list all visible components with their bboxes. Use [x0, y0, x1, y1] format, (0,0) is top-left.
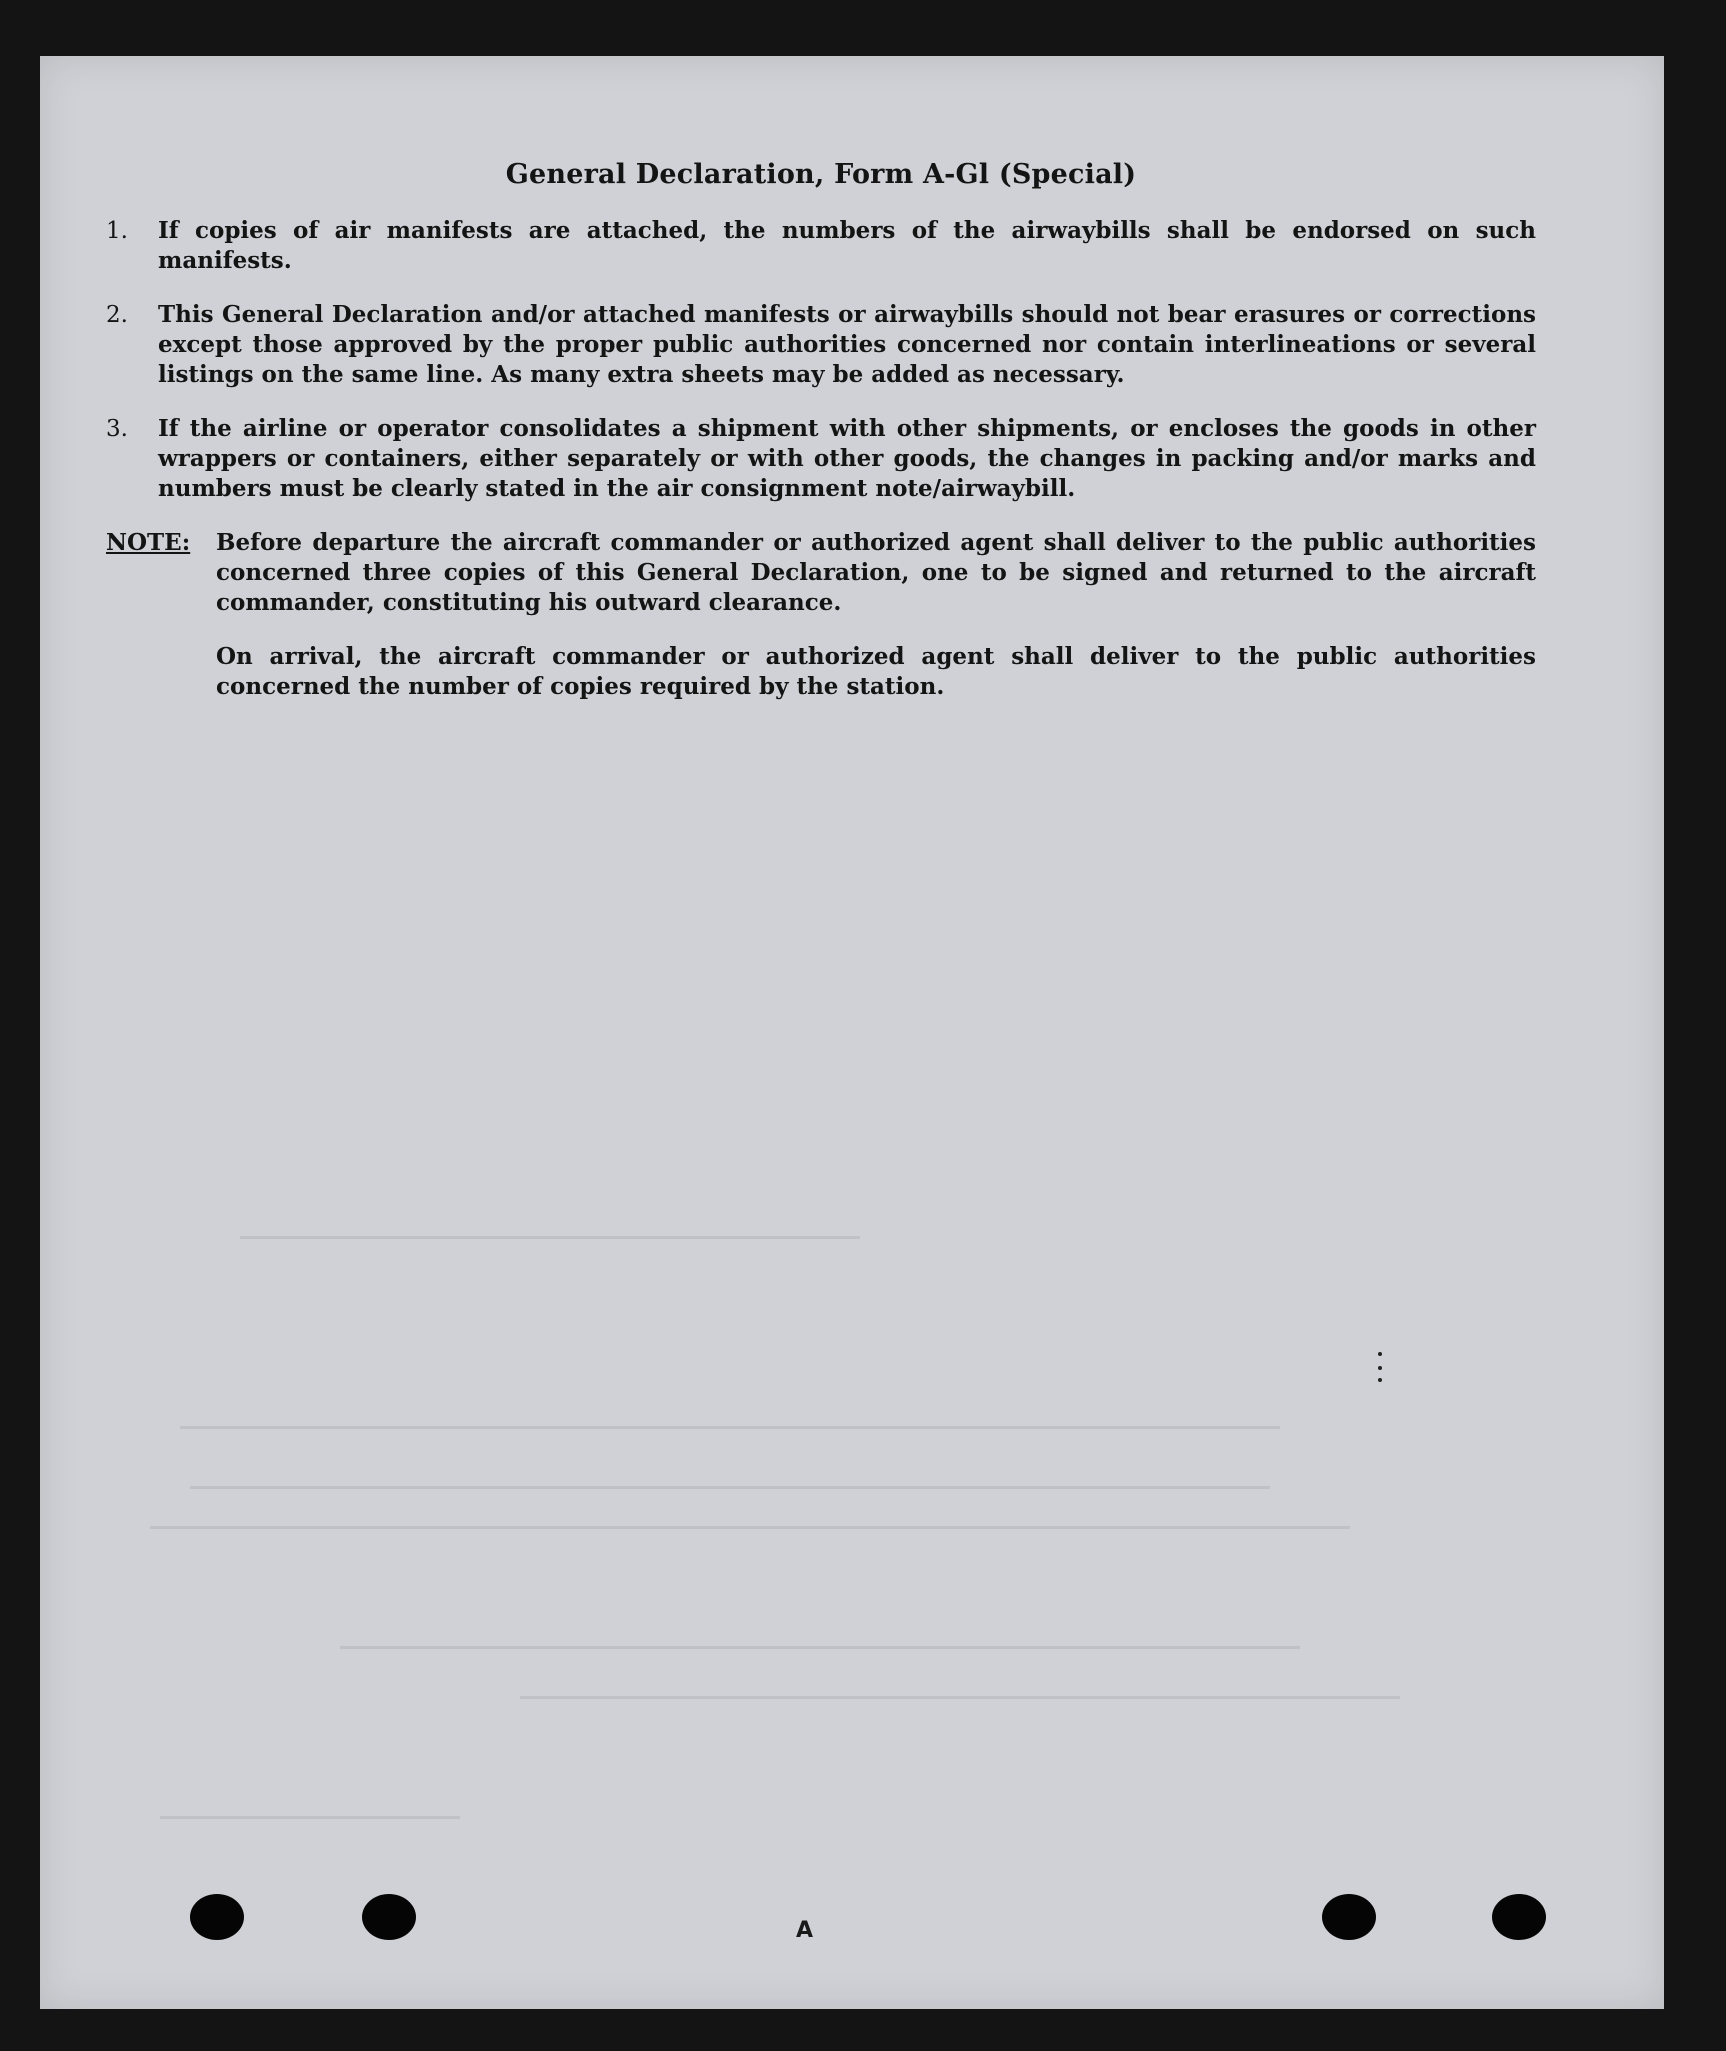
- punch-hole: [362, 1894, 416, 1940]
- footer-mark: A: [796, 1918, 814, 1943]
- item-text: If copies of air manifests are attached, the numbers of the airwaybills shall be endorsed on such manifests.: [158, 217, 1536, 274]
- show-through-line: [190, 1486, 1270, 1489]
- list-item: [106, 414, 1536, 504]
- show-through-line: [160, 1816, 460, 1819]
- item-number: 1.: [106, 218, 128, 244]
- note-paragraph: Before departure the aircraft commander or authorized agent shall deliver to the public authorities concerned three copies of this General Declaration, one to be signed and returned to the aircraft commander, constituting his outward clearance.: [216, 529, 1536, 616]
- show-through-line: [150, 1526, 1350, 1529]
- document-body: [106, 160, 1536, 702]
- show-through-line: [520, 1696, 1400, 1699]
- list-item: [106, 216, 1536, 276]
- show-through-line: [340, 1646, 1300, 1649]
- item-number: 2.: [106, 302, 128, 328]
- note-label: NOTE:: [106, 529, 191, 556]
- item-number: 3.: [106, 416, 128, 442]
- item-text: This General Declaration and/or attached manifests or airwaybills should not bear erasures or corrections except those approved by the proper public authorities concerned nor contain interlineations or several listings on the same line. As many extra sheets may be added as necessary.: [158, 301, 1536, 388]
- note-block: [106, 528, 1536, 618]
- specks: [1378, 1378, 1382, 1382]
- note-paragraph: On arrival, the aircraft commander or authorized agent shall deliver to the public authorities concerned the number of copies required by the station.: [216, 643, 1536, 700]
- punch-hole: [190, 1894, 244, 1940]
- show-through-line: [240, 1236, 860, 1239]
- punch-hole: [1492, 1894, 1546, 1940]
- list-item: [106, 300, 1536, 390]
- specks: [1378, 1352, 1382, 1356]
- document-title: General Declaration, Form A-Gl (Special): [505, 159, 1137, 190]
- show-through-line: [180, 1426, 1280, 1429]
- punch-hole: [1322, 1894, 1376, 1940]
- specks: [1378, 1366, 1382, 1370]
- item-text: If the airline or operator consolidates a shipment with other shipments, or encloses the goods in other wrappers or containers, either separately or with other goods, the changes in packing and/or marks and numbers must be clearly stated in the air consignment note/airwaybill.: [158, 415, 1536, 502]
